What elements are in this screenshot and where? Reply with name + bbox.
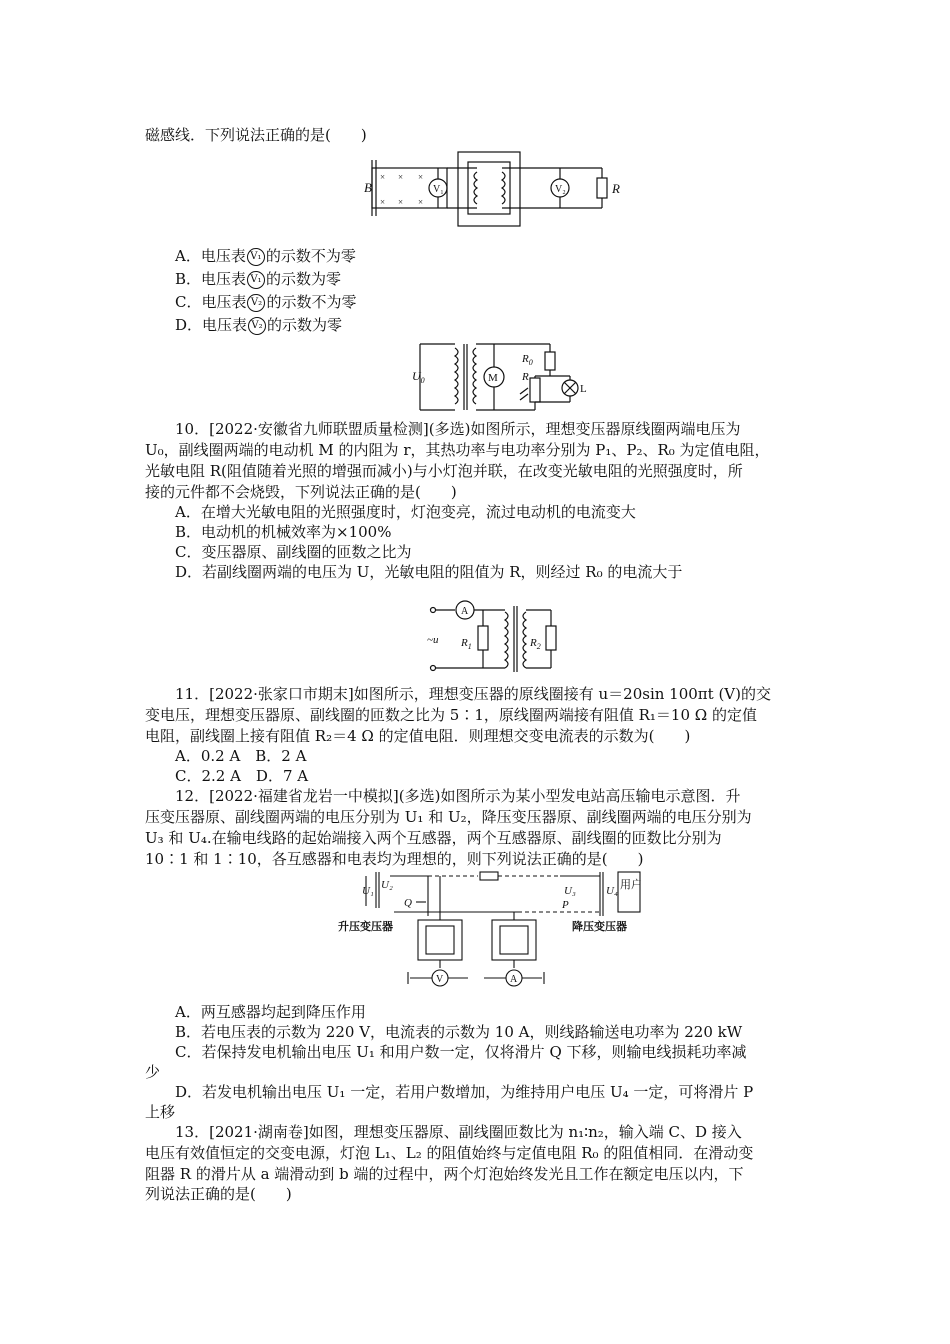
svg-text:U0: $U_0$ <box>412 369 425 385</box>
resistor-r0-icon <box>545 352 555 370</box>
q13-line-3: 阻器 R 的滑片从 a 端滑动到 b 端的过程中，两个灯泡始终发光且工作在额定电压以内，下 <box>145 1165 744 1183</box>
svg-text:A: A <box>461 606 469 617</box>
fig4-label-u3: U₃ <box>564 885 576 897</box>
q9-option-a: A．电压表 V₁ 的示数不为零 <box>175 247 356 265</box>
svg-text:L: L <box>580 383 587 395</box>
figure-1-circuit <box>362 150 624 230</box>
voltmeter-v2-icon: V₂ <box>248 317 266 335</box>
q12-line-2: 压变压器原、副线圈两端的电压分别为 U₁ 和 U₂，降压变压器原、副线圈两端的电压分别为 <box>145 808 752 826</box>
q9-option-c: C．电压表 V₂ 的示数不为零 <box>175 293 357 311</box>
q12-option-b: B．若电压表的示数为 220 V，电流表的示数为 10 A，则线路输送电功率为 220 kW <box>175 1023 743 1041</box>
svg-text:R1: $R_1$ <box>461 637 472 651</box>
fig4-label-step-up: 升压变压器 <box>338 921 393 933</box>
fig1-label-r: R <box>612 181 620 196</box>
figure-4-transmission-diagram <box>338 868 650 996</box>
q10-option-d: D．若副线圈两端的电压为 U，光敏电阻的阻值为 R，则经过 R₀ 的电流大于 <box>175 563 683 581</box>
voltmeter-v1-icon: V₁ <box>247 271 265 289</box>
line-resistor-icon <box>480 872 498 880</box>
user-load-icon <box>618 872 640 912</box>
fig4-label-u4: U₄ <box>606 885 618 897</box>
svg-text:×: × <box>380 197 386 207</box>
q12-option-c: C．若保持发电机输出电压 U₁ 和用户数一定，仅将滑片 Q 下移，则输电线损耗功率减 <box>175 1043 747 1061</box>
q12-line-1: 12．[2022·福建省龙岩一中模拟](多选)如图所示为某小型发电站高压输电示意图．升 <box>175 787 741 805</box>
fig3-label-u: ~u <box>427 634 439 646</box>
voltmeter-v2-icon: V₂ <box>247 294 265 312</box>
q13-line-2: 电压有效值恒定的交变电源，灯泡 L₁、L₂ 的阻值始终与定值电阻 R₀ 的阻值相同．在滑动变 <box>145 1144 754 1162</box>
photoresistor-icon <box>530 378 540 402</box>
q12-line-3: U₃ 和 U₄.在输电线路的起始端接入两个互感器，两个互感器原、副线圈的匝数比分别为 <box>145 829 722 847</box>
svg-text:×: × <box>380 172 386 182</box>
q9-option-d: D．电压表 V₂ 的示数为零 <box>175 316 343 334</box>
q11-line-3: 电阻，副线圈上接有阻值 R₂＝4 Ω 的定值电阻．则理想交变电流表的示数为( ) <box>145 727 691 745</box>
q10-line-3: 光敏电阻 R(阻值随着光照的增强而减小)与小灯泡并联，在改变光敏电阻的光照强度时，所 <box>145 462 743 480</box>
intro-text: 磁感线．下列说法正确的是( ) <box>145 126 367 144</box>
svg-text:V₂: V₂ <box>555 184 566 195</box>
svg-text:×: × <box>418 197 424 207</box>
fig2-label-u0: U <box>412 369 421 383</box>
voltmeter-v1-icon: V₁ <box>247 248 265 266</box>
q12-option-a: A．两互感器均起到降压作用 <box>175 1003 366 1021</box>
q10-line-4: 接的元件都不会烧毁，下列说法正确的是( ) <box>145 483 457 501</box>
q13-line-1: 13．[2021·湖南卷]如图，理想变压器原、副线圈匝数比为 n₁∶n₂，输入端 C、D 接入 <box>175 1123 742 1141</box>
fig4-label-user: 用户 <box>620 879 642 891</box>
svg-text:A: A <box>510 974 518 985</box>
svg-text:R2: $R_2$ <box>530 637 541 651</box>
fig4-label-q: Q <box>404 897 412 909</box>
svg-text:×: × <box>418 172 424 182</box>
q10-line-2: U₀，副线圈两端的电动机 M 的内阻为 r，其热功率与电功率分别为 P₁、P₂、R₀ 为定值电阻， <box>145 441 770 459</box>
fig4-label-p: P <box>562 899 569 911</box>
svg-text:R0: $R_0$ <box>522 353 533 367</box>
svg-text:×: × <box>398 172 404 182</box>
svg-text:×: × <box>398 197 404 207</box>
q11-line-1: 11．[2022·张家口市期末]如图所示，理想变压器的原线圈接有 u＝20sin 100πt (V)的交 <box>175 685 771 703</box>
q10-option-b: B．电动机的机械效率为×100% <box>175 523 392 541</box>
q11-options-cd: C．2.2 A D．7 A <box>175 767 309 785</box>
q12-line-4: 10∶1 和 1∶10，各互感器和电表均为理想的，则下列说法正确的是( ) <box>145 850 644 868</box>
q11-options-ab: A．0.2 A B．2 A <box>175 747 307 765</box>
fig4-label-u2: U₂ <box>381 879 393 891</box>
q12-option-c-cont: 少 <box>145 1063 161 1081</box>
q12-option-d: D．若发电机输出电压 U₁ 一定，若用户数增加，为维持用户电压 U₄ 一定，可将滑片 P <box>175 1083 754 1101</box>
q10-line-1: 10．[2022·安徽省九师联盟质量检测](多选)如图所示，理想变压器原线圈两端电压为 <box>175 420 741 438</box>
svg-text:V₁: V₁ <box>433 184 444 195</box>
fig1-label-b: B <box>364 180 372 195</box>
fig4-label-u1: U₁ <box>362 885 374 897</box>
q12-option-d-cont: 上移 <box>145 1103 176 1121</box>
resistor-r2-icon <box>546 626 556 650</box>
q11-line-2: 变电压，理想变压器原、副线圈的匝数之比为 5∶1，原线圈两端接有阻值 R₁＝10 Ω 的定值 <box>145 706 757 724</box>
q10-option-a: A．在增大光敏电阻的光照强度时，灯泡变亮，流过电动机的电流变大 <box>175 503 636 521</box>
resistor-r1-icon <box>478 626 488 650</box>
q13-line-4: 列说法正确的是( ) <box>145 1185 292 1203</box>
svg-text:M: M <box>488 372 498 384</box>
fig4-label-step-down: 降压变压器 <box>572 921 627 933</box>
svg-text:R: R <box>522 371 529 383</box>
figure-2-circuit <box>410 338 590 416</box>
q9-option-b: B．电压表 V₁ 的示数为零 <box>175 270 342 288</box>
q10-option-c: C．变压器原、副线圈的匝数之比为 <box>175 543 412 561</box>
resistor-r-icon <box>597 178 607 198</box>
figure-3-circuit <box>425 598 565 678</box>
svg-text:V: V <box>436 974 444 985</box>
